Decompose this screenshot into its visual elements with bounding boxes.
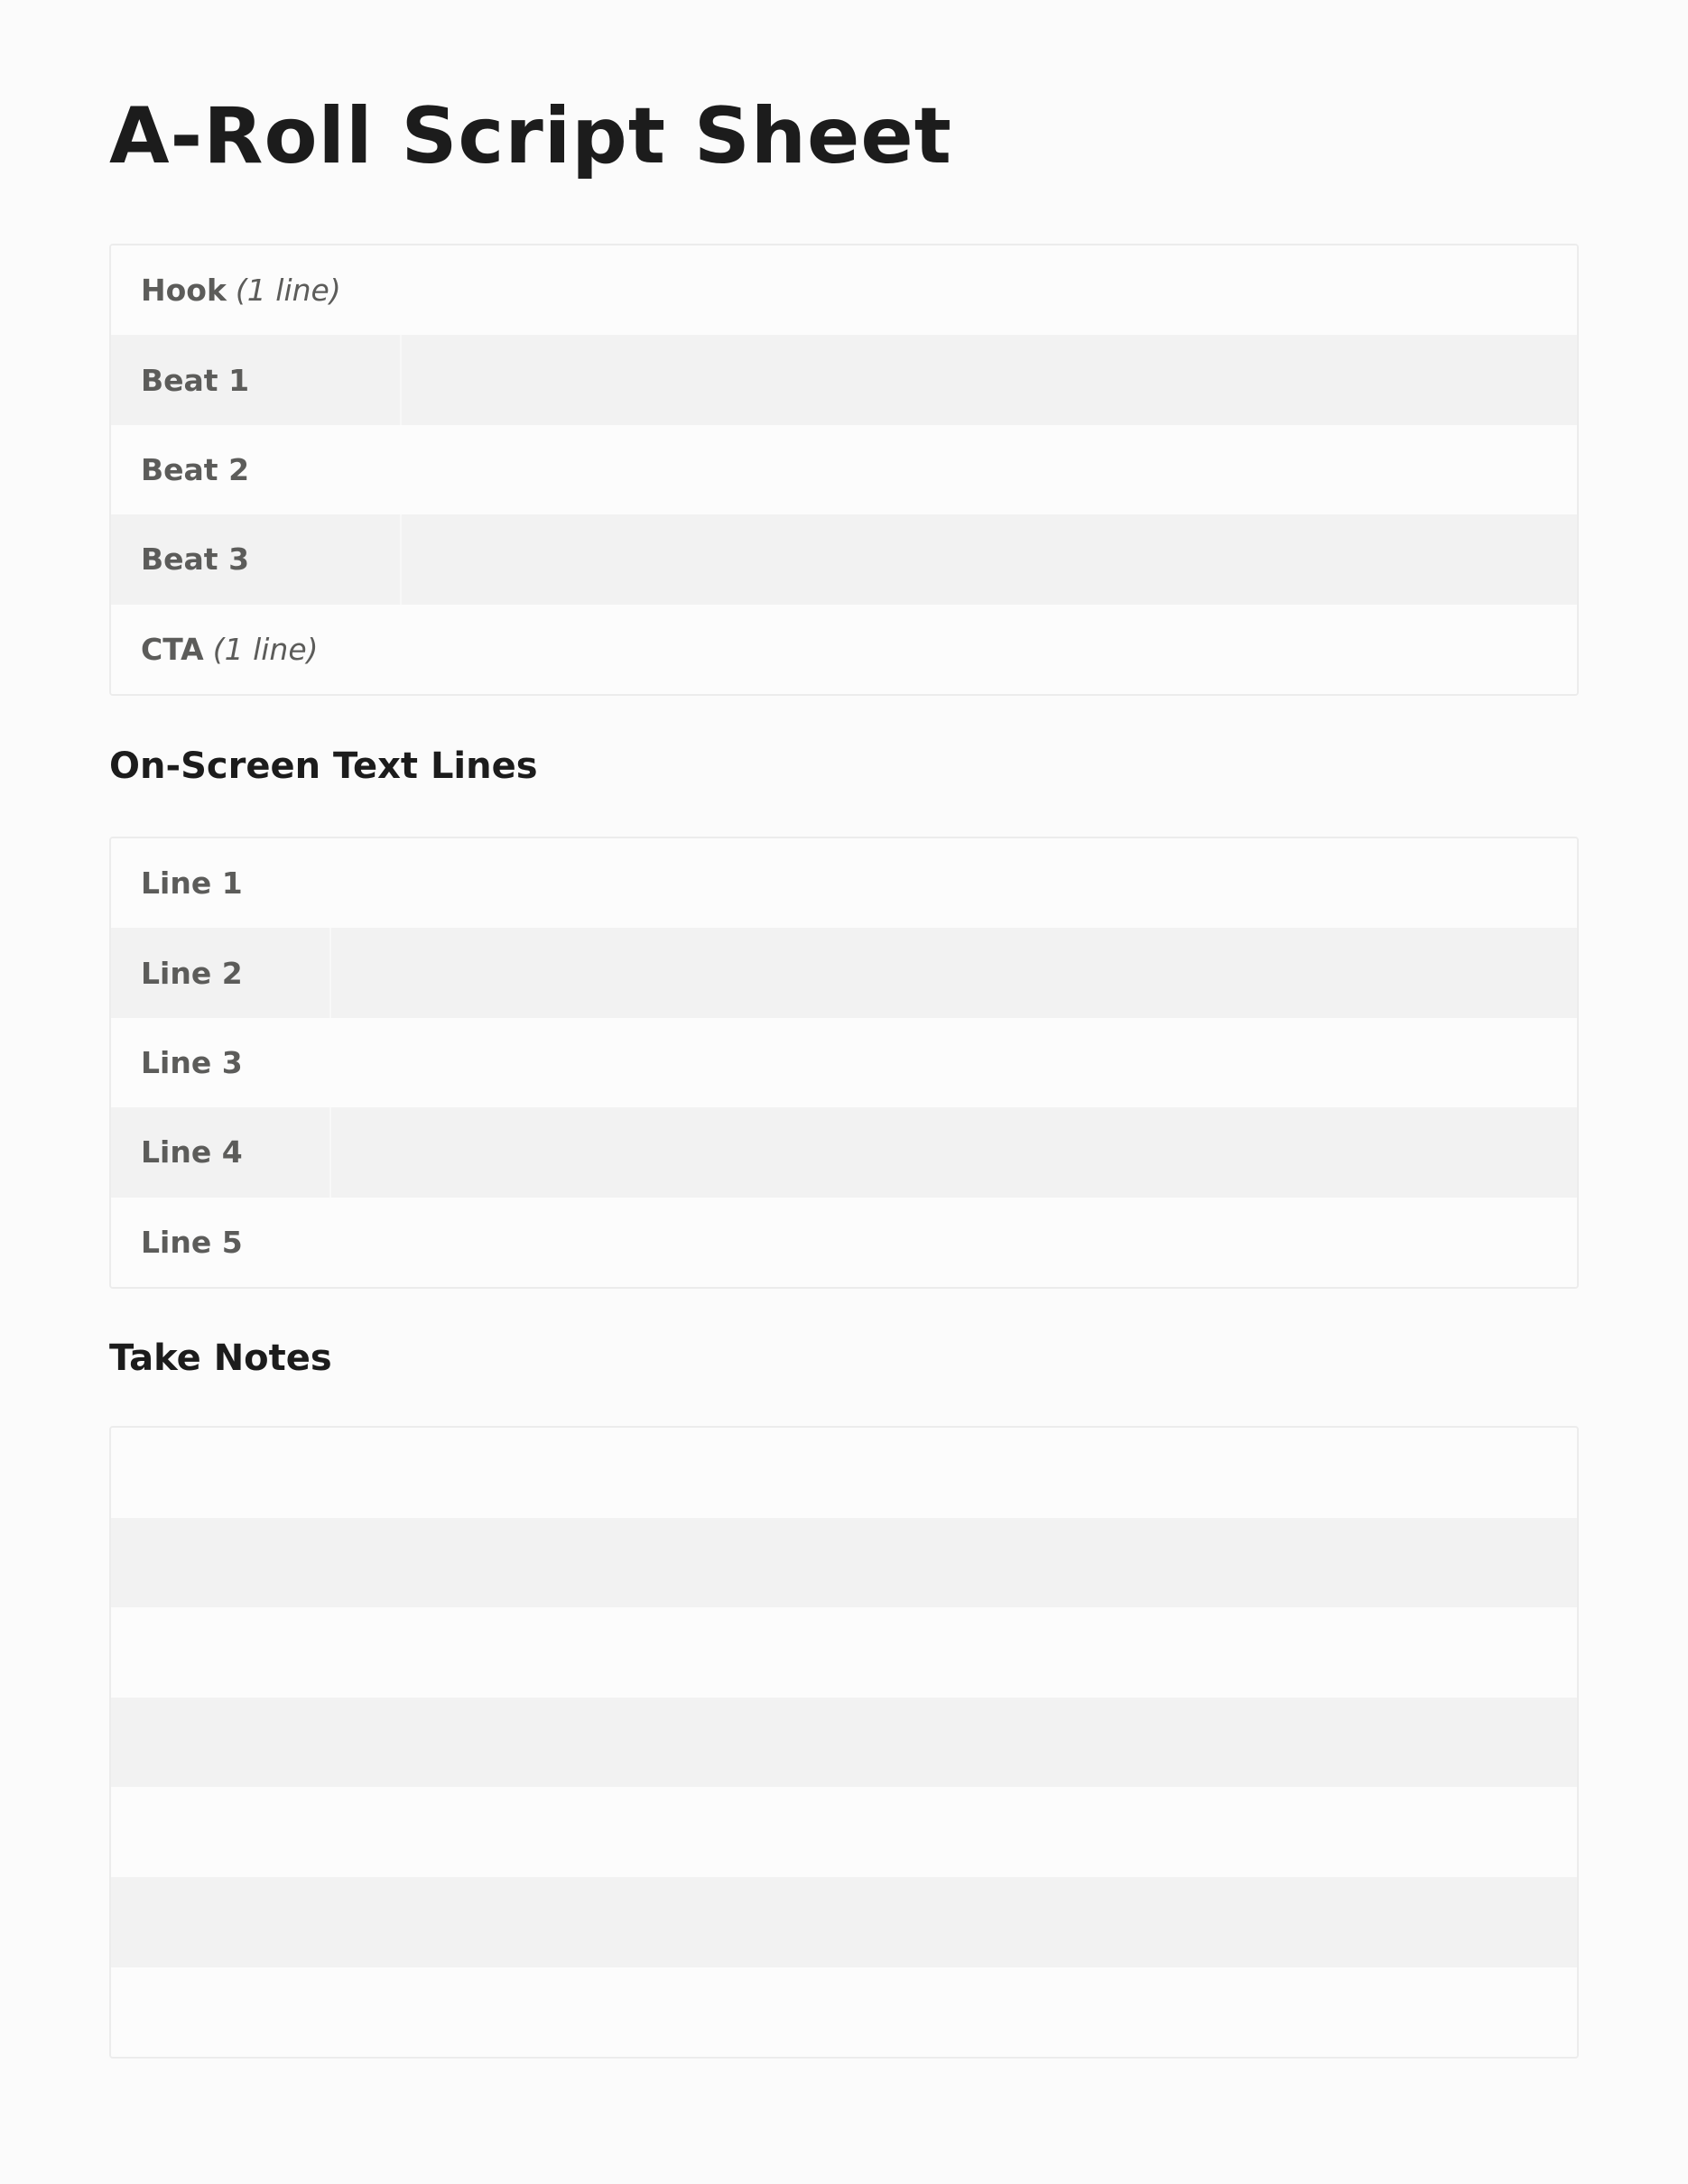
table-row-line-1: [111, 838, 1577, 928]
notes-input-cell[interactable]: [111, 1787, 1577, 1877]
row-label: [111, 335, 402, 424]
beat-2-input-cell[interactable]: [402, 425, 1577, 514]
table-row-line-2: [111, 928, 1577, 1017]
row-label: [111, 1018, 331, 1107]
line-2-input-cell[interactable]: [331, 928, 1577, 1017]
beat-3-input-cell[interactable]: [402, 514, 1577, 604]
row-label-text: Line 5: [141, 1224, 243, 1260]
line-3-input-cell[interactable]: [331, 1018, 1577, 1107]
table-row-beat-1: [111, 335, 1577, 424]
table-row-beat-3: [111, 514, 1577, 604]
line-5-input-cell[interactable]: [331, 1198, 1577, 1287]
table-row-cta: [111, 605, 1577, 694]
notes-input-cell[interactable]: [111, 1967, 1577, 2058]
row-label-text: CTA: [141, 631, 204, 667]
row-label: [111, 425, 402, 514]
notes-row: [111, 1518, 1577, 1608]
take-notes-table: [109, 1426, 1579, 2059]
notes-row: [111, 1428, 1577, 1518]
notes-input-cell[interactable]: [111, 1428, 1577, 1518]
table-row-line-5: [111, 1198, 1577, 1287]
notes-section-heading: Take Notes: [109, 1337, 332, 1379]
cta-input-cell[interactable]: [402, 605, 1577, 694]
notes-row: [111, 1967, 1577, 2058]
table-row-beat-2: [111, 425, 1577, 514]
row-label-hint: (1 line): [235, 273, 341, 309]
notes-input-cell[interactable]: [111, 1877, 1577, 1967]
notes-row: [111, 1607, 1577, 1698]
page-title: A-Roll Script Sheet: [109, 91, 952, 181]
row-label-text: Line 2: [141, 955, 243, 991]
notes-input-cell[interactable]: [111, 1698, 1577, 1788]
row-label: [111, 838, 331, 928]
table-row-line-3: [111, 1018, 1577, 1107]
row-label-text: Hook: [141, 273, 227, 309]
onscreen-text-table: [109, 837, 1579, 1289]
row-label-text: Line 1: [141, 865, 243, 902]
beat-1-input-cell[interactable]: [402, 335, 1577, 424]
line-4-input-cell[interactable]: [331, 1107, 1577, 1197]
hook-input-cell[interactable]: [402, 245, 1577, 335]
script-table: [109, 244, 1579, 696]
row-label: [111, 514, 402, 604]
notes-row: [111, 1877, 1577, 1967]
row-label-text: Line 3: [141, 1044, 243, 1080]
row-label-hint: (1 line): [212, 631, 319, 667]
table-row-hook: [111, 245, 1577, 335]
line-1-input-cell[interactable]: [331, 838, 1577, 928]
row-label-text: Beat 2: [141, 451, 250, 487]
row-label: [111, 928, 331, 1017]
table-row-line-4: [111, 1107, 1577, 1197]
row-label-text: Line 4: [141, 1134, 243, 1171]
row-label: [111, 605, 402, 694]
notes-input-cell[interactable]: [111, 1607, 1577, 1698]
notes-row: [111, 1787, 1577, 1877]
row-label: [111, 1198, 331, 1287]
row-label-text: Beat 1: [141, 362, 250, 398]
row-label: [111, 245, 402, 335]
notes-row: [111, 1698, 1577, 1788]
onscreen-section-heading: On-Screen Text Lines: [109, 745, 538, 787]
notes-input-cell[interactable]: [111, 1518, 1577, 1608]
row-label: [111, 1107, 331, 1197]
row-label-text: Beat 3: [141, 541, 250, 578]
